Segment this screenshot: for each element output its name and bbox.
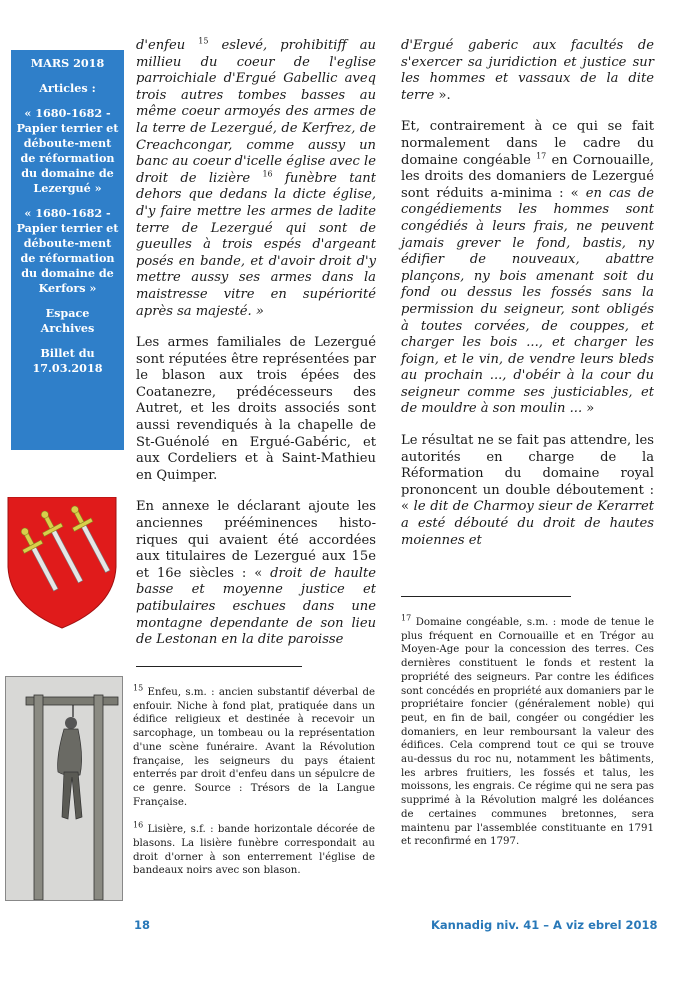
paragraph-quote-enfeu: d'enfeu $^{15}$ eslevé, prohibitiff au millieu du coeur de l'eglise parroichiale d'Ergué Gabellic aveq trois autres tombes basses au même coeur armoyés des armes de la terre de Lezergué, de Kerfrez, de Creachcongar, comme aussy un banc au coeur d'icelle église avec le droit de lizière $^{16}$ funèbre tant dehors que dedans la dicte église, d'y faire mettre les armes de ladite terre de Lezergué qui sont de gueulles à trois espés d'argeant posés en bande, et d'avoir droit d'y mettre aussy ses armes dans la maistresse vitre en supériorité après sa majesté. »: [136, 36, 376, 319]
footnote-ref-15[interactable]: 15: [198, 36, 209, 46]
footnote-divider-left: [136, 666, 302, 667]
article-column-middle: [136, 38, 376, 649]
publication-footer: Kannadig niv. 41 – A viz ebrel 2018: [431, 918, 658, 932]
footnote-15: $^{15}$ Enfeu, s.m. : ancien substantif déverbal de enfouir. Niche à fond plat, pratiquée dans un édifice religieux et destinée à recevoir un sarcophage, un tombeau ou la représentation d'une scène funéraire. Avant la Révolution française, les seigneurs du pays étaient enterrés par droit d'enfeu dans un sépulcre de ce genre. Source : Trésors de la Langue Française.: [133, 683, 375, 808]
sidebar-box: [11, 50, 124, 450]
paragraph-annexe: En annexe le déclarant ajoute les anciennes prééminences historiques qui avaient été accordées aux titulaires de Lezergué aux 15e et 16e siècles : « droit de haulte basse et moyenne justice et patibulaires eschues dans une montagne dependante de son lieu de Lestonan en la dite paroisse: [136, 499, 376, 648]
footnotes-right: [401, 613, 654, 849]
footnote-16: $^{16}$ Lisière, s.f. : bande horizontale décorée de blasons. La lisière funèbre correspondait au droit d'orner à son enterrement l'église de bandeaux noirs avec son blason.: [133, 820, 375, 877]
footnote-ref-17[interactable]: 17: [536, 151, 547, 161]
paragraph-domaine-congeable: Et, contrairement à ce qui se fait normalement dans le cadre du domaine congéable $^{17}$ en Cornouaille, les droits des domaniers de Lezergué sont réduits a-minima : « en cas de congédiements les hommes sont congédiés à leurs frais, ne peuvent jamais grever le fond, bastis, ny édifier de nouveaux, abattre plançons, ny bois amenant soit du fond ou dessus les fossés sans la permission du seigneur, sont obligés à toutes corvées, de couppes, et charger les bois ..., et charger les foign, et le vin, de vendre leurs bleds au prochain ..., d'obéir à la cour du seigneur comme ses justiciables, et de mouldre à son moulin ... »: [401, 119, 654, 417]
sidebar-espace-archives[interactable]: Espace Archives: [40, 306, 95, 335]
paragraph-armes: Les armes familiales de Lezergué sont réputées être représentées par le blason aux trois épées des Coatanezre, prédécesseurs des Autret, et les droits associés sont aussi revendiqués à la chapelle de St-Guénolé en Ergué-Gabéric, et aux Cordeliers et à Saint-Mathieu en Quimper.: [136, 335, 376, 483]
sidebar-article-link-kerfors[interactable]: « 1680-1682 - Papier terrier et déboute-ment de réformation du domaine de Kerfors »: [16, 206, 119, 295]
sidebar-articles-label: Articles :: [39, 81, 96, 95]
sidebar-date: MARS 2018: [30, 56, 105, 70]
footnote-divider-right: [401, 596, 571, 597]
gallows-image: [5, 676, 123, 901]
footnote-ref-16[interactable]: 16: [262, 169, 273, 179]
gallows-icon: [6, 677, 122, 900]
sidebar-article-link-lezergue[interactable]: « 1680-1682 - Papier terrier et déboute-ment de réformation du domaine de Lezergué »: [16, 106, 119, 195]
paragraph-quote-continuation: d'Ergué gaberic aux facultés de s'exercer sa juridiction et justice sur les hommes et vassaux de la dite terre ».: [401, 38, 654, 103]
sidebar-billet[interactable]: Billet du 17.03.2018: [32, 346, 103, 375]
shield-icon: [6, 497, 118, 633]
article-column-right: [401, 38, 654, 549]
coat-of-arms-image: [6, 497, 118, 633]
paragraph-resultat: Le résultat ne se fait pas attendre, les autorités en charge de la Réformation du domaine royal prononcent un double déboutement : « le dit de Charmoy sieur de Kerarret a esté débouté du droit de hautes moiennes et: [401, 433, 654, 548]
page-number: 18: [134, 918, 151, 932]
footnotes-middle: [133, 683, 375, 878]
footnote-17: $^{17}$ Domaine congéable, s.m. : mode de tenue le plus fréquent en Cornouaille et en Trégor au Moyen-Age pour la concession des terres. Ces dernières constituent le fonds et restent la propriété des seigneurs. Par contre les édifices sont concédés en propriété aux domaniers par le propriétaire foncier (généralement noble) qui peut, en fin de bail, congéer ou congédier les domaniers, en leur remboursant la valeur des édifices. Cela comprend tout ce qui se trouve au-dessus du roc nu, notamment les bâtiments, les arbres fruitiers, les fossés et talus, les moissons, les engrais. Ce régime qui ne sera pas supprimé à la Révolution malgré les doléances de certaines communes bretonnes, sera maintenu par l'assemblée constituante en 1791 et reconfirmé en 1797.: [401, 613, 654, 848]
